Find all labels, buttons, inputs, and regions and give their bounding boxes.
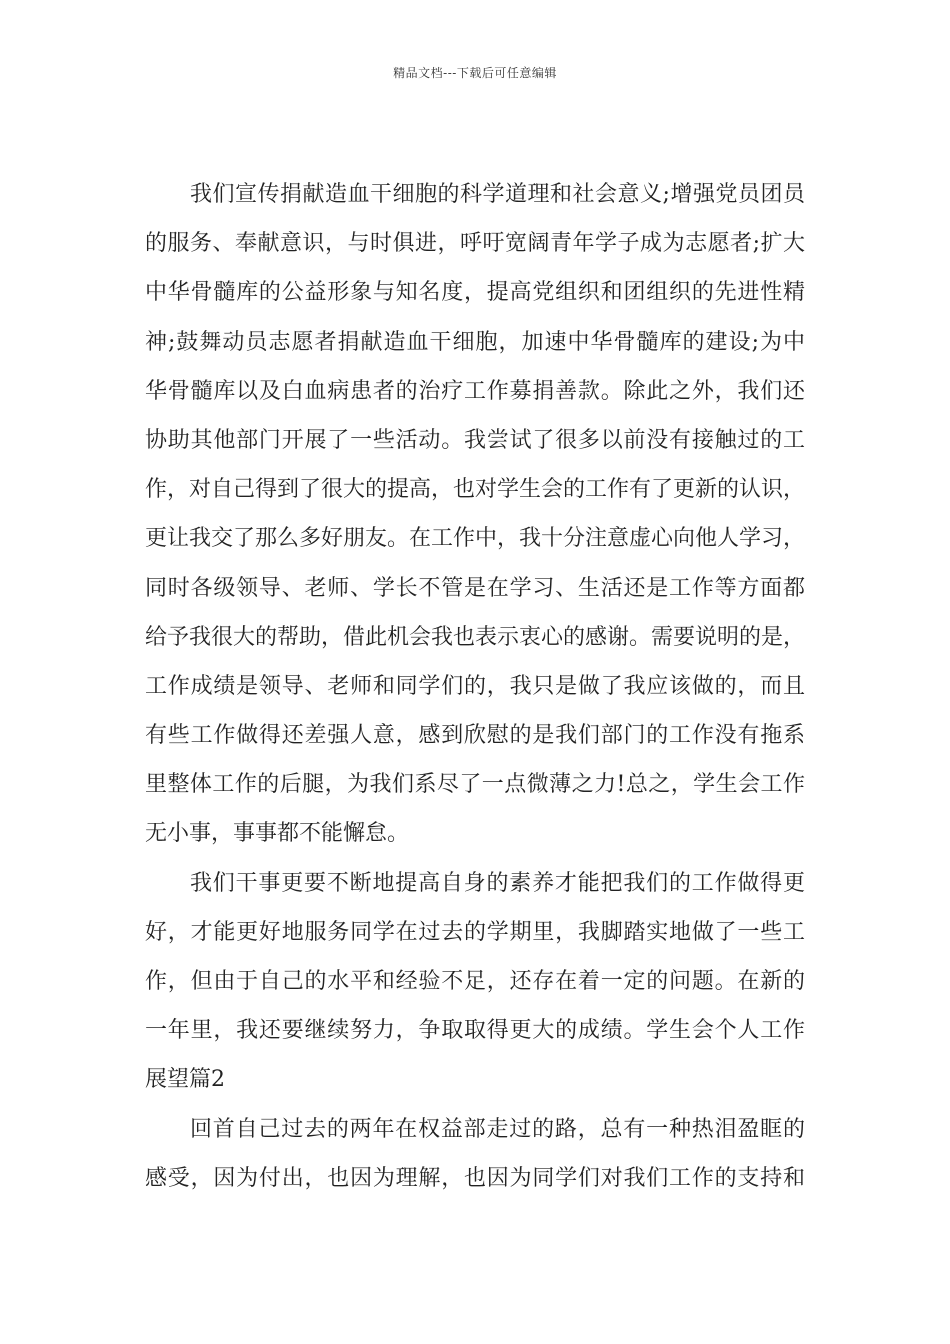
text-line: 我们宣传捐献造血干细胞的科学道理和社会意义;增强党员团员	[190, 182, 805, 207]
text-line: 更让我交了那么多好朋友。在工作中，我十分注意虚心向他人学习，	[145, 526, 806, 552]
header-note: 精品文档---下载后可任意编辑	[393, 66, 557, 80]
text-line: 感受，因为付出，也因为理解，也因为同学们对我们工作的支持和	[145, 1165, 805, 1191]
text-line: 里整体工作的后腿，为我们系尽了一点微薄之力!总之，学生会工作	[145, 772, 805, 798]
text-line: 的服务、奉献意识，与时俱进，呼吁宽阔青年学子成为志愿者;扩大	[145, 231, 805, 257]
text-line: 回首自己过去的两年在权益部走过的路，总有一种热泪盈眶的	[190, 1116, 805, 1142]
text-line: 作，但由于自己的水平和经验不足，还存在着一定的问题。在新的	[145, 969, 805, 994]
text-line: 展望篇2	[145, 1067, 225, 1093]
text-line: 同时各级领导、老师、学长不管是在学习、生活还是工作等方面都	[145, 575, 805, 601]
text-line: 工作成绩是领导、老师和同学们的，我只是做了我应该做的，而且	[145, 673, 805, 699]
text-line: 有些工作做得还差强人意，感到欣慰的是我们部门的工作没有拖系	[145, 723, 805, 749]
text-line: 我们干事更要不断地提高自身的素养才能把我们的工作做得更	[190, 870, 805, 896]
text-line: 协助其他部门开展了一些活动。我尝试了很多以前没有接触过的工	[145, 427, 805, 453]
body-text	[145, 170, 805, 1203]
text-line: 给予我很大的帮助，借此机会我也表示衷心的感谢。需要说明的是，	[145, 624, 806, 650]
text-line: 一年里，我还要继续努力，争取取得更大的成绩。学生会个人工作	[145, 1018, 805, 1044]
text-line: 作，对自己得到了很大的提高，也对学生会的工作有了更新的认识，	[145, 477, 806, 503]
text-line: 无小事，事事都不能懈怠。	[145, 821, 410, 847]
text-line: 华骨髓库以及白血病患者的治疗工作募捐善款。除此之外，我们还	[145, 378, 805, 404]
text-line: 神;鼓舞动员志愿者捐献造血干细胞，加速中华骨髓库的建设;为中	[145, 329, 805, 355]
text-line: 中华骨髓库的公益形象与知名度，提高党组织和团组织的先进性精	[145, 280, 805, 306]
text-line: 好，才能更好地服务同学在过去的学期里，我脚踏实地做了一些工	[145, 919, 805, 945]
